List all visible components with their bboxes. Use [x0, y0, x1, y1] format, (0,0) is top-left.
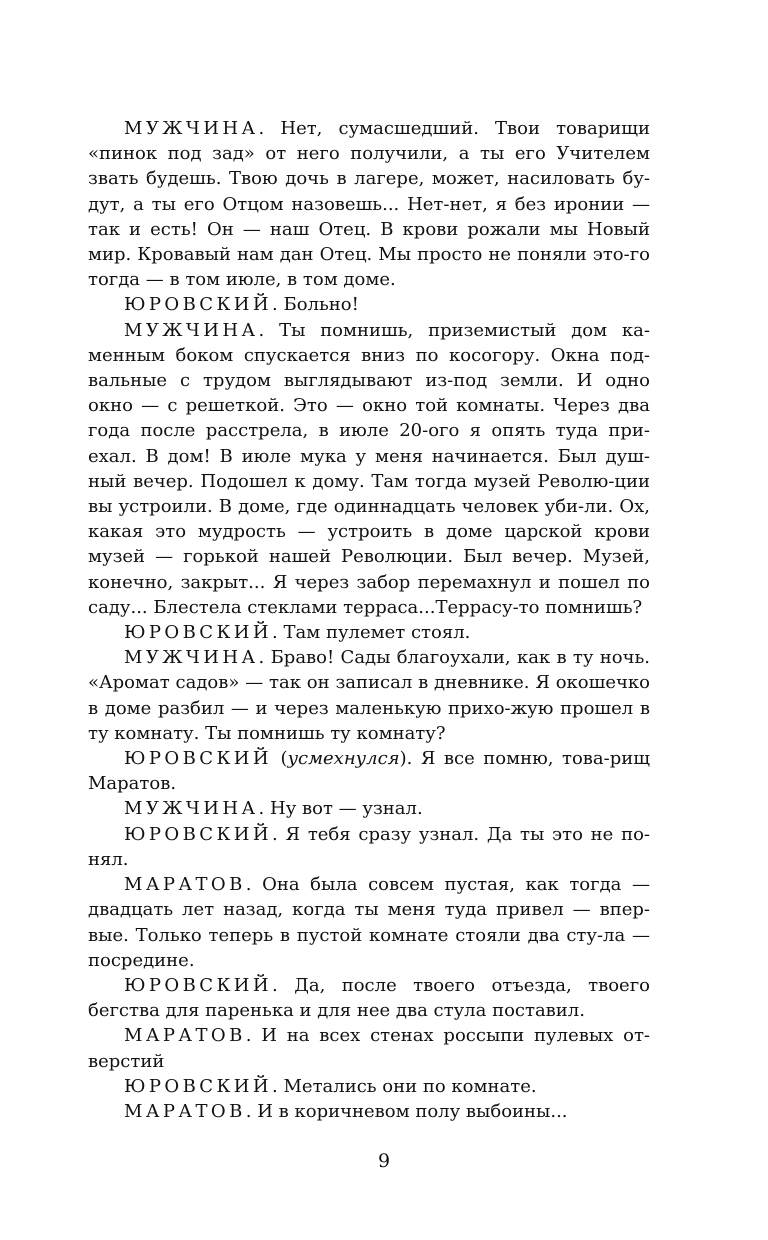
speaker-name: ЮРОВСКИЙ: [124, 823, 273, 845]
dialogue-text: Там пулемет стоял.: [283, 622, 471, 644]
dialogue-text: Метались они по комнате.: [283, 1075, 537, 1097]
speaker-name: ЮРОВСКИЙ: [124, 1075, 273, 1097]
paragraph: МАРАТОВ. Она была совсем пустая, как тогда — двадцать лет назад, когда ты меня туда привел — впер-вые. Только теперь в пустой комнате стояли два сту-ла — посредине.: [88, 874, 650, 971]
speaker-name: МАРАТОВ: [124, 1025, 246, 1047]
paragraph: МАРАТОВ. И в коричневом полу выбоины...: [124, 1100, 568, 1122]
dialogue-text: Нет, сумасшедший. Твои товарищи «пинок под зад» от него получили, а ты его Учителем звать будешь. Твою дочь в лагере, может, насиловать бу-дут, а ты его Отцом назовешь... Нет-нет, я без иронии — так и есть! Он — наш Отец. В крови рожали мы Новый мир. Кровавый нам дан Отец. Мы просто не поняли это-го тогда — в том июле, в том доме.: [88, 118, 650, 291]
dialogue-text: Больно!: [283, 294, 359, 316]
speaker-name: ЮРОВСКИЙ: [124, 748, 273, 770]
dialogue-text: Я тебя сразу узнал. Да ты это не по-нял.: [88, 823, 650, 870]
paragraph: МУЖЧИНА. Ты помнишь, приземистый дом ка-менным боком спускается вниз по косогору. Окна под-вальные с трудом выглядывают из-под земли. И одно окно — с решеткой. Это — окно той комнаты. Через два года после расстрела, в июле 20-ого я опять туда при-ехал. В дом! В июле мука у меня начинается. Был душ-ный вечер. Подошел к дому. Там тогда музей Револю-ции вы устроили. В доме, где одиннадцать человек уби-ли. Ох, какая это мудрость — устроить в доме царской крови музей — горькой нашей Революции. Был вечер. Музей, конечно, закрыт... Я через забор перемахнул и пошел по саду... Блестела стеклами терраса...Террасу-то помнишь?: [88, 319, 650, 618]
speaker-name: ЮРОВСКИЙ: [124, 974, 273, 996]
paragraph: ЮРОВСКИЙ (усмехнулся). Я все помню, това-рищ Маратов.: [88, 748, 651, 795]
speaker-name: МУЖЧИНА: [124, 798, 259, 820]
paragraph: ЮРОВСКИЙ. Больно!: [124, 294, 359, 316]
speaker-name: ЮРОВСКИЙ: [124, 294, 273, 316]
speaker-name: ЮРОВСКИЙ: [124, 622, 273, 644]
speaker-name: МУЖЧИНА: [124, 118, 259, 139]
paragraph: МУЖЧИНА. Ну вот — узнал.: [124, 798, 423, 820]
paragraph: ЮРОВСКИЙ. Да, после твоего отъезда, твоего бегства для паренька и для нее два стула поставил.: [88, 974, 650, 1022]
page-text: [88, 116, 650, 1124]
stage-direction: усмехнулся: [287, 748, 400, 770]
speaker-name: МУЖЧИНА: [124, 319, 259, 341]
paragraph: ЮРОВСКИЙ. Метались они по комнате.: [124, 1075, 537, 1097]
page-number: 9: [377, 1150, 391, 1172]
paragraph: МАРАТОВ. И на всех стенах россыпи пулевых от-верстий: [88, 1025, 650, 1072]
dialogue-text: Она была совсем пустая, как тогда — двадцать лет назад, когда ты меня туда привел — впер-вые. Только теперь в пустой комнате стояли два сту-ла — посредине.: [88, 874, 650, 971]
dialogue-text: И в коричневом полу выбоины...: [257, 1100, 568, 1122]
paragraph: ЮРОВСКИЙ. Я тебя сразу узнал. Да ты это не по-нял.: [88, 823, 650, 870]
dialogue-text: Да, после твоего отъезда, твоего бегства для паренька и для нее два стула поставил.: [88, 974, 650, 1022]
paragraph: МУЖЧИНА. Браво! Сады благоухали, как в ту ночь. «Аромат садов» — так он записал в дневнике. Я окошечко в доме разбил — и через маленькую прихо-жую прошел в ту комнату. Ты помнишь ту комнату?: [88, 647, 650, 744]
dialogue-text: Браво! Сады благоухали, как в ту ночь. «Аромат садов» — так он записал в дневнике. Я окошечко в доме разбил — и через маленькую прихо-жую прошел в ту комнату. Ты помнишь ту комнату?: [88, 647, 650, 744]
dialogue-text: Ну вот — узнал.: [270, 798, 423, 820]
dialogue-text: Я все помню, това-рищ Маратов.: [88, 748, 651, 795]
speaker-name: МУЖЧИНА: [124, 647, 259, 669]
speaker-name: МАРАТОВ: [124, 1100, 246, 1122]
speaker-name: МАРАТОВ: [124, 874, 246, 896]
paragraph: ЮРОВСКИЙ. Там пулемет стоял.: [124, 622, 471, 644]
dialogue-text: Ты помнишь, приземистый дом ка-менным боком спускается вниз по косогору. Окна под-вальные с трудом выглядывают из-под земли. И одно окно — с решеткой. Это — окно той комнаты. Через два года после расстрела, в июле 20-ого я опять туда при-ехал. В дом! В июле мука у меня начинается. Был душ-ный вечер. Подошел к дому. Там тогда музей Револю-ции вы устроили. В доме, где одиннадцать человек уби-ли. Ох, какая это мудрость — устроить в доме царской крови музей — горькой нашей Революции. Был вечер. Музей, конечно, закрыт... Я через забор перемахнул и пошел по саду... Блестела стеклами терраса...Террасу-то помнишь?: [88, 319, 650, 618]
paragraph: МУЖЧИНА. Нет, сумасшедший. Твои товарищи «пинок под зад» от него получили, а ты его Учителем звать будешь. Твою дочь в лагере, может, насиловать бу-дут, а ты его Отцом назовешь... Нет-нет, я без иронии — так и есть! Он — наш Отец. В крови рожали мы Новый мир. Кровавый нам дан Отец. Мы просто не поняли это-го тогда — в том июле, в том доме.: [88, 118, 650, 291]
dialogue-text: И на всех стенах россыпи пулевых от-верстий: [88, 1025, 650, 1072]
